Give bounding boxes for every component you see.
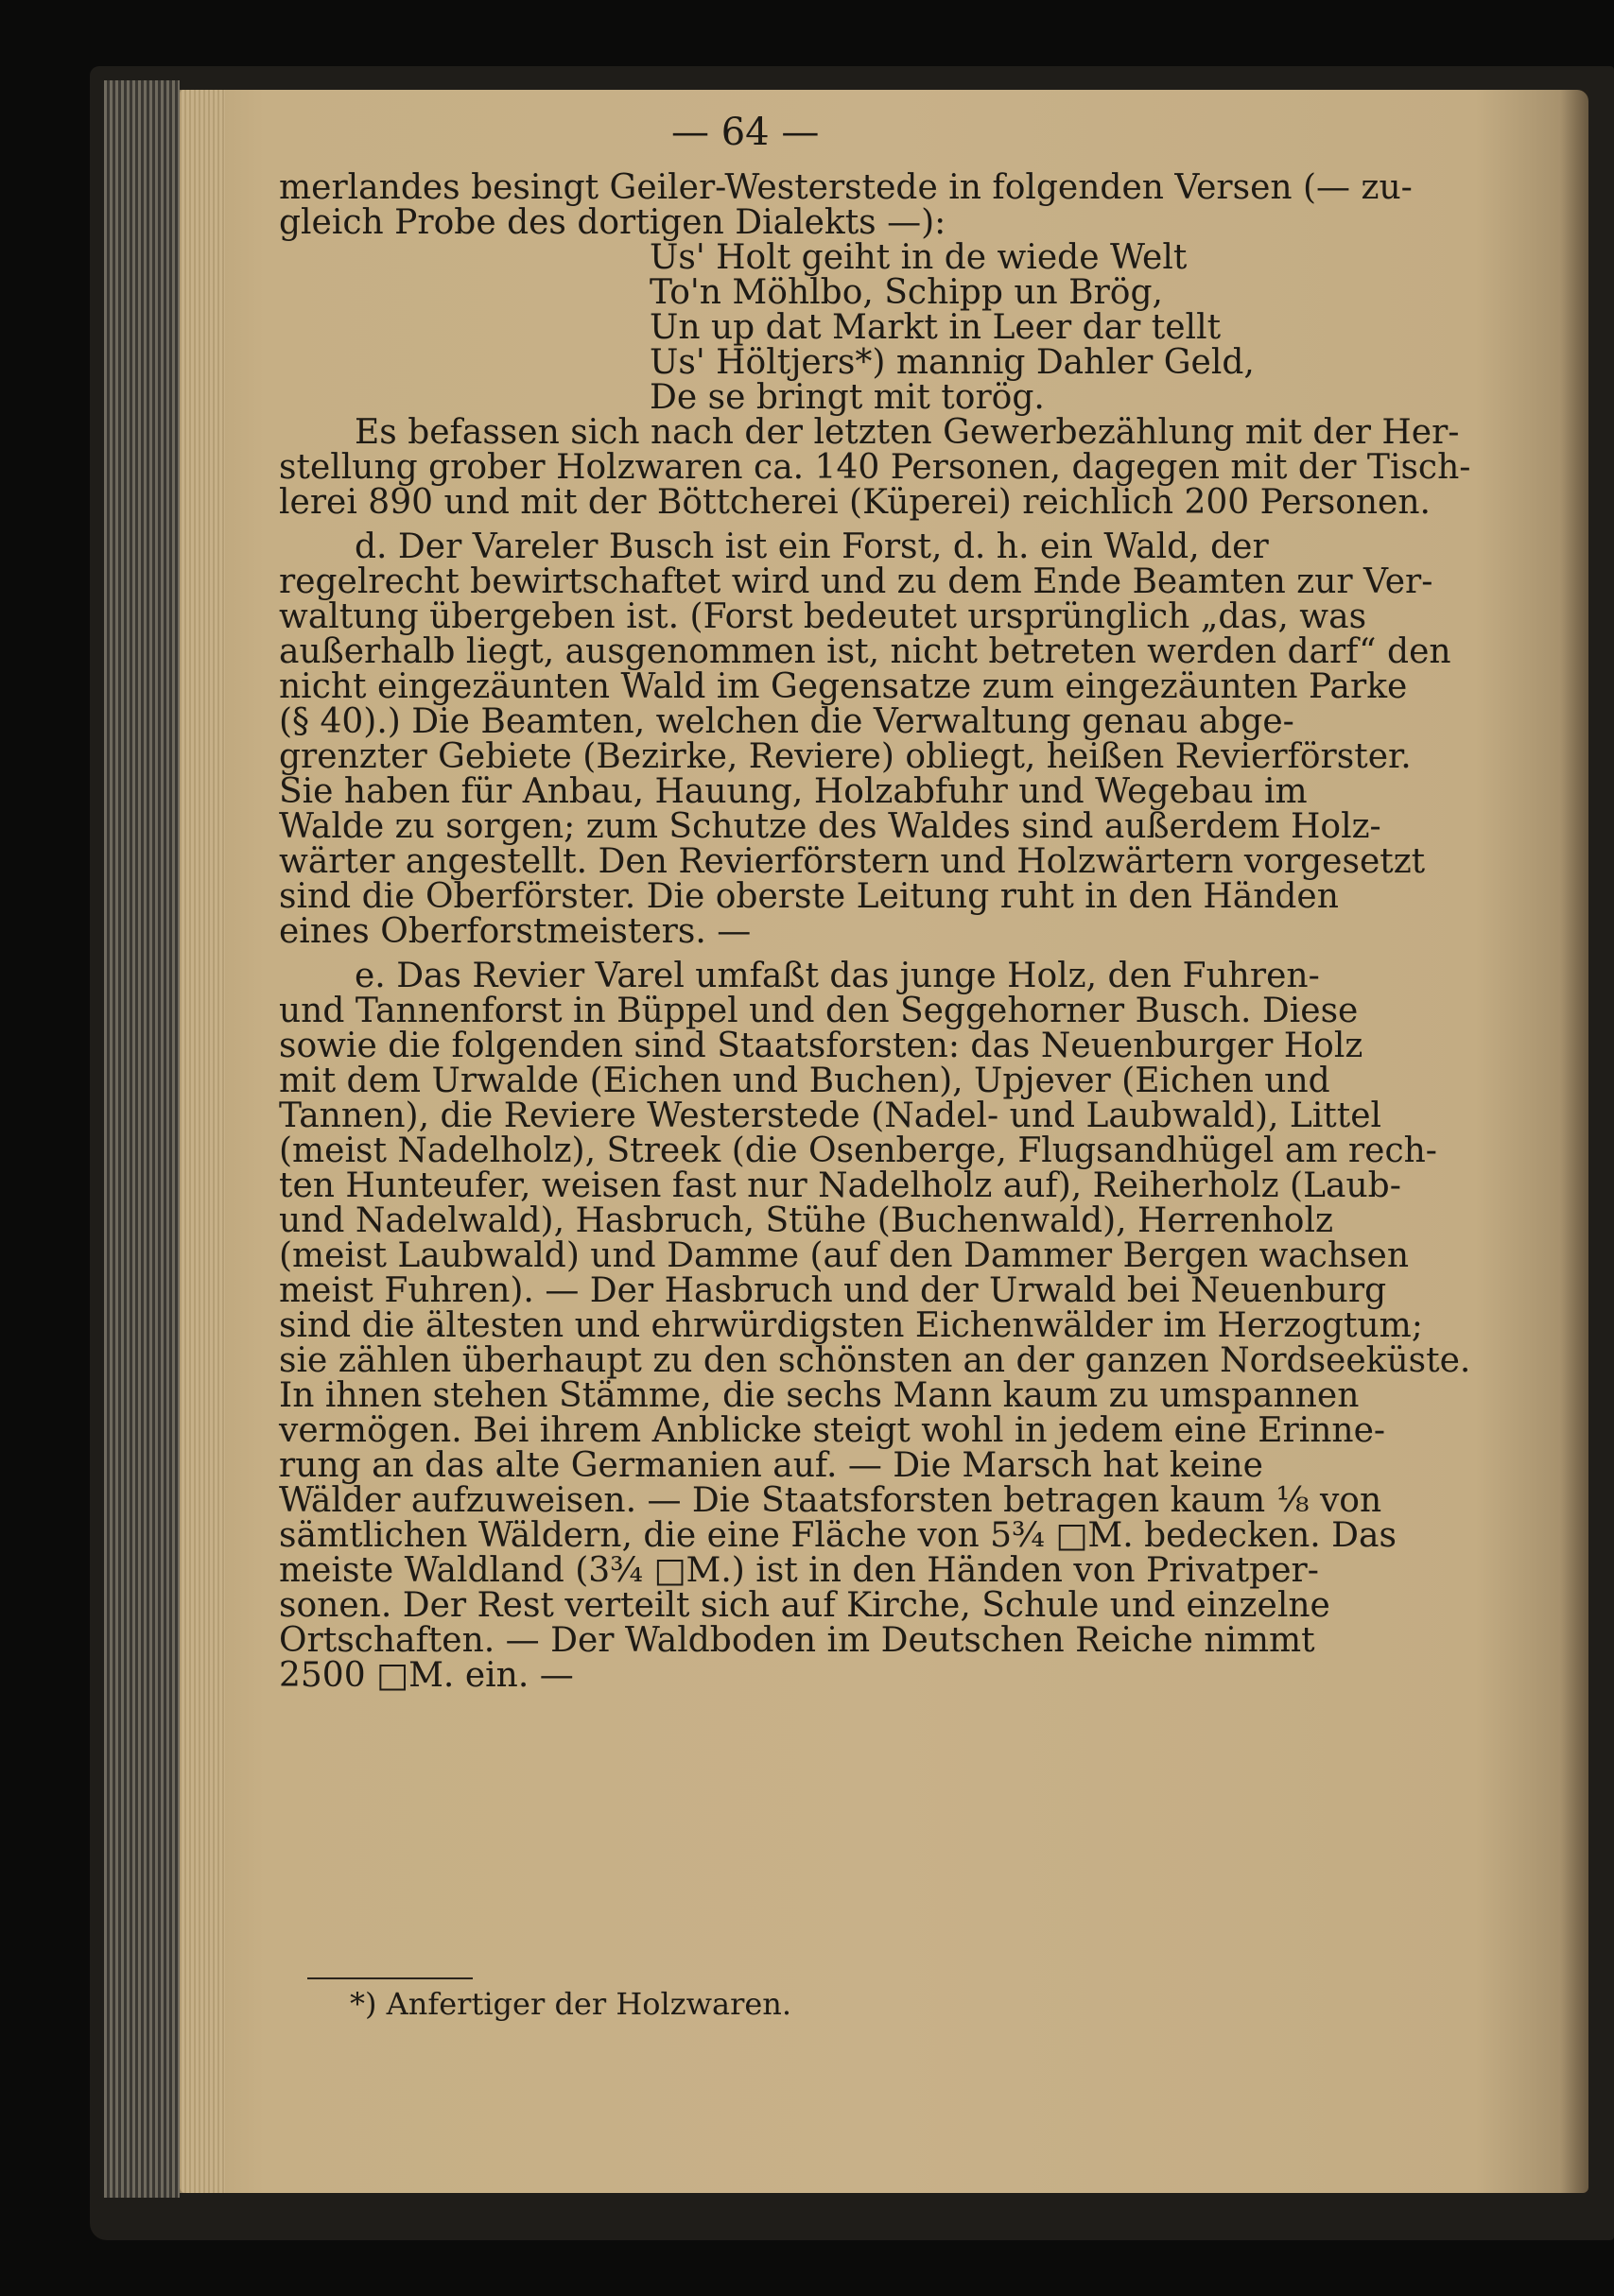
text-line: Es befassen sich nach der letzten Gewerbezählung mit der Her- [355, 413, 1460, 452]
text-line: lerei 890 und mit der Böttcherei (Küperei) reichlich 200 Personen. [279, 483, 1431, 522]
text-line: rung an das alte Germanien auf. — Die Marsch hat keine [279, 1446, 1263, 1485]
text-line: Wälder aufzuweisen. — Die Staatsforsten betragen kaum ⅛ von [279, 1481, 1382, 1520]
text-line: e. Das Revier Varel umfaßt das junge Holz, den Fuhren- [355, 957, 1320, 995]
text-line: außerhalb liegt, ausgenommen ist, nicht betreten werden darf“ den [279, 632, 1451, 671]
text-line: 2500 □M. ein. — [279, 1656, 574, 1695]
text-line: waltung übergeben ist. (Forst bedeutet ursprünglich „das, was [279, 597, 1367, 636]
text-line: mit dem Urwalde (Eichen und Buchen), Upjever (Eichen und [279, 1062, 1330, 1100]
text-line: sind die Oberförster. Die oberste Leitung ruht in den Händen [279, 877, 1339, 916]
text-line: ten Hunteufer, weisen fast nur Nadelholz auf), Reiherholz (Laub- [279, 1166, 1401, 1205]
page-gutter-shadow [1560, 90, 1588, 2193]
text-line: meist Fuhren). — Der Hasbruch und der Urwald bei Neuenburg [279, 1271, 1387, 1310]
text-line: und Nadelwald), Hasbruch, Stühe (Buchenwald), Herrenholz [279, 1201, 1333, 1240]
text-line: d. Der Vareler Busch ist ein Forst, d. h. ein Wald, der [355, 527, 1269, 566]
text-line: sonen. Der Rest verteilt sich auf Kirche, Schule und einzelne [279, 1586, 1330, 1625]
text-line: vermögen. Bei ihrem Anblicke steigt wohl in jedem eine Erinne- [279, 1411, 1386, 1450]
book-cover-edge [104, 80, 180, 2198]
text-line: sämtlichen Wäldern, die eine Fläche von 5¾ □M. bedecken. Das [279, 1516, 1397, 1555]
footnote-rule [307, 1977, 473, 1979]
text-line: regelrecht bewirtschaftet wird und zu dem Ende Beamten zur Ver- [279, 562, 1433, 601]
text-line: (meist Nadelholz), Streek (die Osenberge, Flugsandhügel am rech- [279, 1131, 1437, 1170]
verse-line: Us' Holt geiht in de wiede Welt [650, 238, 1188, 277]
page-number: — 64 — [671, 111, 820, 154]
page-edges [180, 90, 225, 2193]
verse-line: Un up dat Markt in Leer dar tellt [650, 308, 1222, 347]
text-line: Sie haben für Anbau, Hauung, Holzabfuhr und Wegebau im [279, 772, 1308, 811]
text-line: grenzter Gebiete (Bezirke, Reviere) obliegt, heißen Revierförster. [279, 737, 1412, 776]
text-line: wärter angestellt. Den Revierförstern und Holzwärtern vorgesetzt [279, 842, 1426, 881]
text-line: (meist Laubwald) und Damme (auf den Dammer Bergen wachsen [279, 1236, 1410, 1275]
verse-line: Us' Höltjers*) mannig Dahler Geld, [650, 343, 1255, 382]
body-text [279, 170, 1480, 1693]
verse-line: De se bringt mit torög. [650, 378, 1045, 417]
text-line: meiste Waldland (3¾ □M.) ist in den Händen von Privatper- [279, 1551, 1319, 1590]
text-line: merlandes besingt Geiler-Westerstede in folgenden Versen (— zu- [279, 168, 1413, 207]
text-line: gleich Probe des dortigen Dialekts —): [279, 203, 946, 242]
text-line: Walde zu sorgen; zum Schutze des Waldes sind außerdem Holz- [279, 807, 1381, 846]
text-line: sowie die folgenden sind Staatsforsten: das Neuenburger Holz [279, 1027, 1363, 1065]
text-line: stellung grober Holzwaren ca. 140 Personen, dagegen mit der Tisch- [279, 448, 1471, 487]
footnote: *) Anfertiger der Holzwaren. [350, 1986, 792, 2022]
text-line: nicht eingezäunten Wald im Gegensatze zum eingezäunten Parke [279, 667, 1408, 706]
text-line: und Tannenforst in Büppel und den Seggehorner Busch. Diese [279, 992, 1359, 1030]
text-line: sind die ältesten und ehrwürdigsten Eichenwälder im Herzogtum; [279, 1306, 1423, 1345]
text-line: In ihnen stehen Stämme, die sechs Mann kaum zu umspannen [279, 1376, 1360, 1415]
text-line: sie zählen überhaupt zu den schönsten an der ganzen Nordseeküste. [279, 1341, 1471, 1380]
text-line: eines Oberforstmeisters. — [279, 912, 752, 951]
text-line: Tannen), die Reviere Westerstede (Nadel- und Laubwald), Littel [279, 1096, 1382, 1135]
text-line: (§ 40).) Die Beamten, welchen die Verwaltung genau abge- [279, 702, 1294, 741]
verse-line: To'n Möhlbo, Schipp un Brög, [650, 273, 1163, 312]
text-line: Ortschaften. — Der Waldboden im Deutschen Reiche nimmt [279, 1621, 1315, 1660]
